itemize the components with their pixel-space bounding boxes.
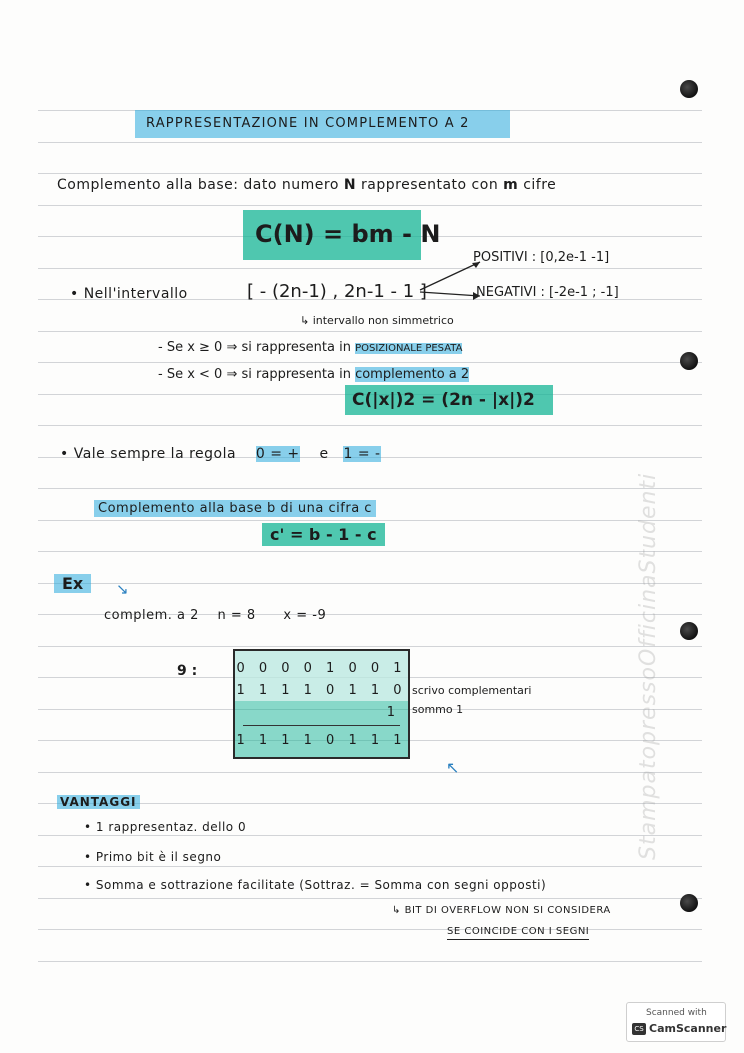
vantaggi-item-3: • Somma e sottrazione facilitate (Sottraz. = Somma con segni opposti) [84,878,547,892]
interval-range: [ - (2n-1) , 2n-1 - 1 ] [247,281,427,302]
sign-rule [60,446,381,462]
intro-text-end: rappresentato con [361,177,499,193]
overflow-note-1 [392,905,611,916]
binder-hole [680,622,698,640]
example-arrow-icon: ↘ [116,580,129,598]
sign-rule-text: • Vale sempre la regola [60,446,237,462]
grid-row-result: 1 1 1 1 0 1 1 1 [236,733,407,748]
grid-row-original: 0 0 0 0 1 0 0 1 [236,661,407,676]
grid-row-complement: 1 1 1 1 0 1 1 0 [236,683,407,698]
sign-rule-e: e [319,446,329,462]
case-negative-text: - Se x < 0 ⇒ si rappresenta in [158,367,351,382]
overflow-note-2: SE COINCIDE CON I SEGNI [447,926,589,940]
camscanner-name: CamScanner [649,1022,727,1035]
case-negative [158,367,469,382]
watermark: StampatopressoOfficinaStudenti [636,472,661,860]
vantaggi-item-1: • 1 rappresentaz. dello 0 [84,820,247,834]
non-simmetrico-note [300,314,454,327]
case-positive-text: - Se x ≥ 0 ⇒ si rappresenta in [158,340,351,355]
scanned-with-text: Scanned with [646,1008,707,1018]
vantaggi-item-2: • Primo bit è il segno [84,850,222,864]
hook-arrow-icon: ↳ [392,905,401,916]
case-positive-highlight: POSIZIONALE PESATA [355,343,463,354]
vantaggi-title: VANTAGGI [57,795,140,809]
digit-complement-formula: c' = b - 1 - c [262,523,385,546]
intro-n: N [343,177,357,193]
note-sommo: sommo 1 [412,703,464,716]
camscanner-logo-icon: CS [632,1023,646,1035]
camscanner-badge [626,1002,726,1042]
overflow-text-1: BIT DI OVERFLOW NON SI CONSIDERA [404,905,611,916]
intro-m: m [503,177,519,193]
sign-rule-plus: 0 = + [255,446,300,462]
complement-grid [233,649,410,759]
non-simmetrico-text: intervallo non simmetrico [312,314,454,327]
example-setup: complem. a 2 n = 8 x = -9 [104,608,327,623]
interval-arrows [418,258,488,308]
negativi-range: NEGATIVI : [-2e-1 ; -1] [476,285,619,300]
neg-formula: C(|x|)2 = (2n - |x|)2 [352,390,535,410]
intro-text: Complemento alla base: dato numero [57,177,339,193]
case-negative-highlight: complemento a 2 [355,367,470,382]
binder-hole [680,894,698,912]
grid-row-plus-one: 1 [386,705,400,720]
binder-hole [680,80,698,98]
page-title: RAPPRESENTAZIONE IN COMPLEMENTO A 2 [146,116,470,131]
intro-cifre: cifre [523,177,557,193]
digit-complement-text: Complemento alla base b di una cifra c [94,500,376,517]
intro-line [57,177,556,193]
main-formula: C(N) = bm - N [255,220,441,248]
example-label: Ex [54,574,91,593]
sign-rule-minus: 1 = - [343,446,381,462]
corner-mark-icon: ↖ [446,758,460,777]
binder-hole [680,352,698,370]
interval-bullet: • Nell'intervallo [70,286,188,302]
case-positive [158,340,462,355]
example-nine: 9 : [177,663,198,679]
note-complementari: scrivo complementari [412,684,532,697]
hook-arrow-icon: ↳ [300,314,310,327]
positivi-range: POSITIVI : [0,2e-1 -1] [473,250,610,265]
